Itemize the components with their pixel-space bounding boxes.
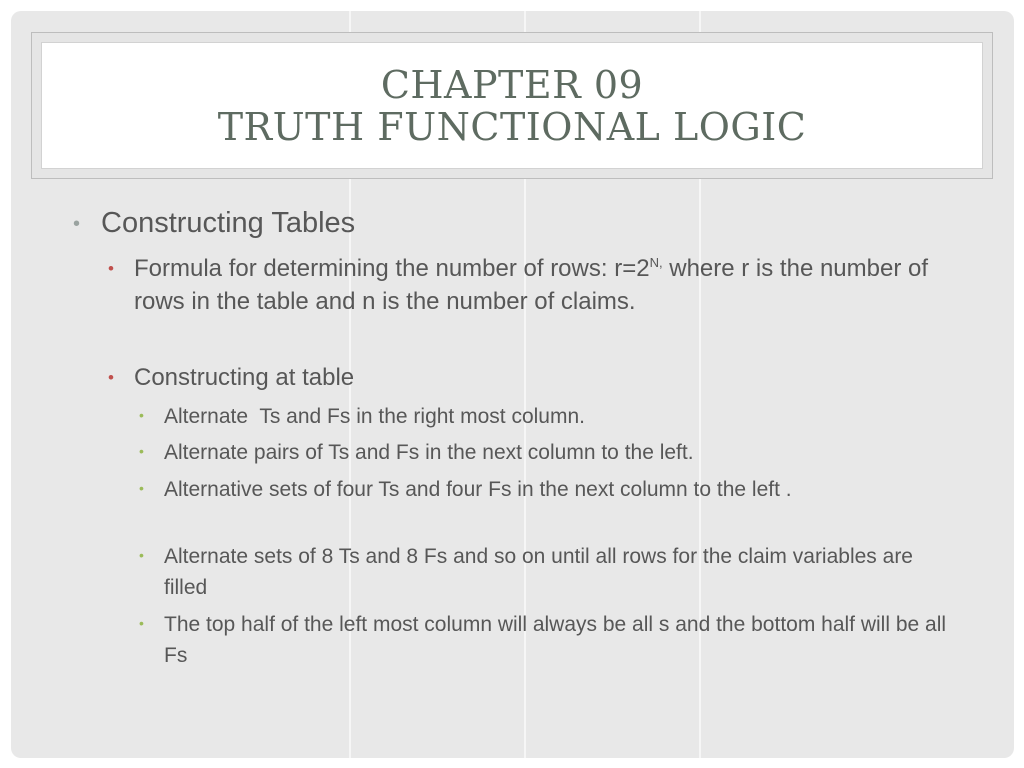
- subbullet-text: Alternate pairs of Ts and Fs in the next column to the left.: [164, 441, 694, 464]
- content-area: [11, 11, 1014, 758]
- bullet-text: Constructing at table: [134, 364, 355, 391]
- formula-superscript: N,: [649, 255, 663, 270]
- subbullet-text: Alternate Ts and Fs in the right most column.: [164, 405, 585, 428]
- bullet-dot-icon: •: [139, 443, 144, 459]
- bullet-text: [134, 252, 958, 318]
- title-line-2: TRUTH FUNCTIONAL LOGIC: [217, 104, 807, 149]
- bullet-dot-icon: •: [139, 615, 144, 631]
- bullet-dot-icon: •: [73, 213, 81, 235]
- subbullet-item: [139, 609, 949, 671]
- subbullet-text: Alternate sets of 8 Ts and 8 Fs and so on until all rows for the claim variables are filled: [164, 545, 913, 599]
- formula-suffix: where r is the number of rows in the table and n is the number of claims.: [134, 255, 929, 315]
- subbullet-item: [139, 541, 949, 603]
- bullet-dot-icon: •: [108, 368, 114, 387]
- subbullet-item: [139, 401, 949, 432]
- formula-prefix: Formula for determining the number of rows: r=2: [134, 255, 650, 282]
- bullet-dot-icon: •: [139, 407, 144, 423]
- subbullet-text: Alternative sets of four Ts and four Fs in the next column to the left .: [164, 478, 792, 501]
- bullet-formula: [108, 252, 958, 318]
- bullet-dot-icon: •: [139, 547, 144, 563]
- subbullet-text: The top half of the left most column will always be all s and the bottom half will be all Fs: [164, 613, 947, 667]
- subbullet-item: [139, 437, 949, 468]
- slide: [11, 11, 1014, 758]
- subbullet-item: [139, 474, 949, 505]
- title-line-1: CHAPTER 09: [380, 62, 644, 107]
- bullet-text: Constructing Tables: [101, 207, 356, 239]
- bullet-constructing-at-table: [108, 361, 958, 394]
- bullet-dot-icon: •: [108, 259, 114, 278]
- bullet-dot-icon: •: [139, 480, 144, 496]
- bullet-constructing-tables: [73, 205, 973, 241]
